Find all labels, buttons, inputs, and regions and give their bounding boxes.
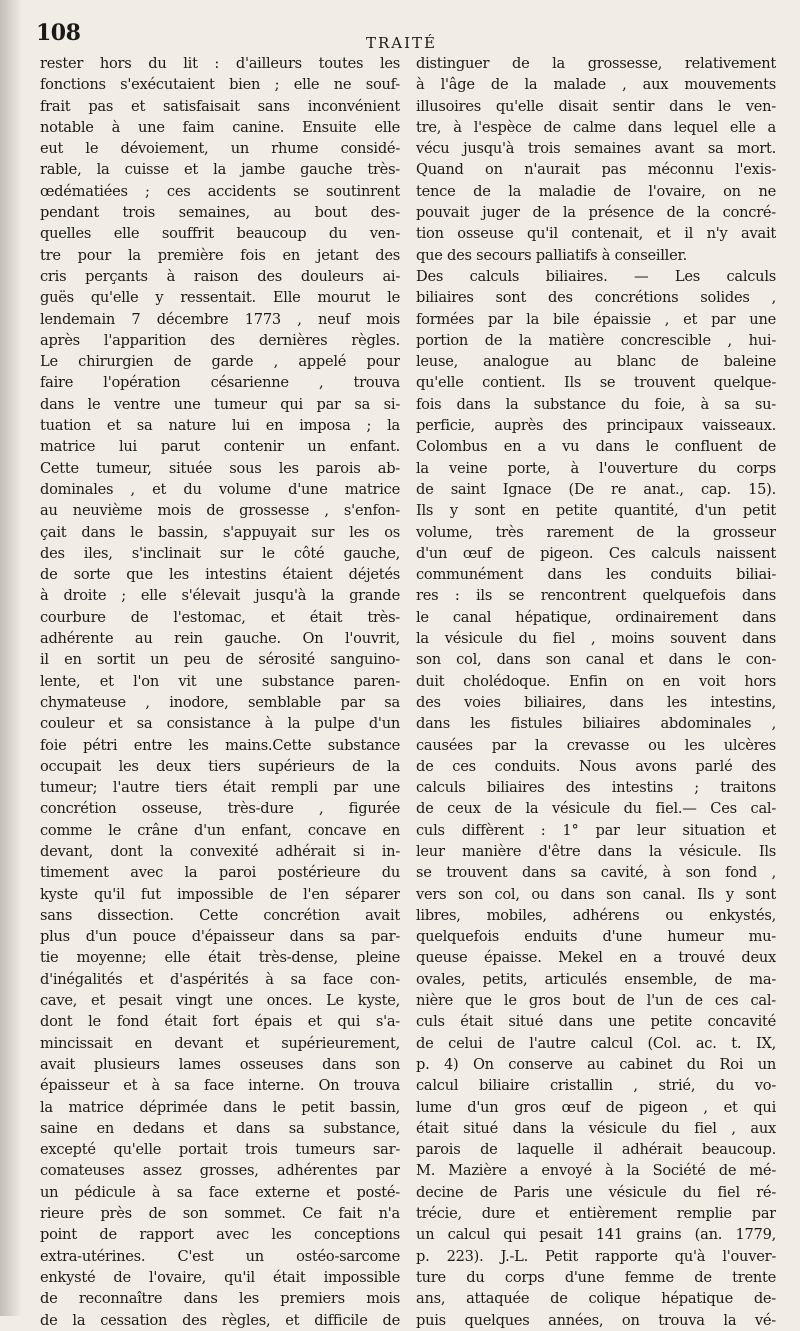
text-line: vers son col, ou dans son canal. Ils y sont [416,885,776,903]
text-line: parois de laquelle il adhérait beaucoup. [416,1141,776,1159]
text-line: était situé dans la vésicule du fiel , aux [416,1119,776,1137]
text-line: courbure de l'estomac, et était très- [40,608,400,626]
text-line: chymateuse , inodore, semblable par sa [40,693,400,711]
text-line: faire l'opération césarienne , trouva [40,374,400,392]
text-line: libres, mobiles, adhérens ou enkystés, [416,906,776,924]
running-head: TRAITÉ [366,34,438,52]
page-number: 108 [36,20,81,46]
text-line: tie moyenne; elle était très-dense, pleine [40,949,400,967]
text-line: volume, très rarement de la grosseur [416,523,776,541]
text-line: guës qu'elle y ressentait. Elle mourut le [40,289,400,307]
text-line: comateuses assez grosses, adhérentes par [40,1162,400,1180]
binding-shadow [0,0,22,1316]
text-line: dominales , et du volume d'une matrice [40,480,400,498]
text-line: dans les fistules biliaires abdominales , [416,715,776,733]
text-line: illusoires qu'elle disait sentir dans le ven- [416,97,776,115]
text-line: eut le dévoiement, un rhume considé- [40,140,400,158]
text-line: puis quelques années, on trouva la vé- [416,1311,776,1329]
text-line: comme le crâne d'un enfant, concave en [40,821,400,839]
text-line: extra-utérines. C'est un ostéo-sarcome [40,1247,400,1265]
text-line: culs était situé dans une petite concavité [416,1013,776,1031]
text-line: à droite ; elle s'élevait jusqu'à la grande [40,587,400,605]
text-line: trécie, dure et entièrement remplie par [416,1205,776,1223]
text-line: fois dans la substance du foie, à sa su- [416,395,776,413]
text-line: tre, à l'espèce de calme dans lequel elle a [416,118,776,136]
text-line: Ils y sont en petite quantité, d'un petit [416,502,776,520]
text-line: frait pas et satisfaisait sans inconvénient [40,97,400,115]
text-line: leur manière d'être dans la vésicule. Ils [416,842,776,860]
text-line: plus d'un pouce d'épaisseur dans sa par- [40,928,400,946]
text-line: son col, dans son canal et dans le con- [416,651,776,669]
text-line: œdématiées ; ces accidents se soutinrent [40,182,400,200]
text-line: çait dans le bassin, s'appuyait sur les os [40,523,400,541]
text-line: épaisseur et à sa face interne. On trouva [40,1077,400,1095]
text-line: quelles elle souffrit beaucoup du ven- [40,225,400,243]
text-line: de ceux de la vésicule du fiel.— Ces cal- [416,800,776,818]
text-line: kyste qu'il fut impossible de l'en séparer [40,885,400,903]
text-line: p. 223). J.-L. Petit rapporte qu'à l'ouver- [416,1247,776,1265]
text-line: Le chirurgien de garde , appelé pour [40,353,400,371]
text-line: res : ils se rencontrent quelquefois dans [416,587,776,605]
text-line: perficie, auprès des principaux vaisseaux. [416,417,776,435]
text-line: pendant trois semaines, au bout des- [40,204,400,222]
text-line: Colombus en a vu dans le confluent de [416,438,776,456]
text-line: matrice lui parut contenir un enfant. [40,438,400,456]
text-line: formées par la bile épaissie , et par une [416,310,776,328]
text-line: la vésicule du fiel , moins souvent dans [416,630,776,648]
text-line: se trouvent dans sa cavité, à son fond , [416,864,776,882]
text-line: duit cholédoque. Enfin on en voit hors [416,672,776,690]
text-line: un pédicule à sa face externe et posté- [40,1183,400,1201]
text-line: nière que le gros bout de l'un de ces cal- [416,992,776,1010]
text-line: d'un œuf de pigeon. Ces calculs naissent [416,544,776,562]
text-line: rester hors du lit : d'ailleurs toutes les [40,55,400,72]
text-line: ovales, petits, articulés ensemble, de ma- [416,970,776,988]
text-line: ture du corps d'une femme de trente [416,1268,776,1286]
text-line: occupait les deux tiers supérieurs de la [40,757,400,775]
text-line: de sorte que les intestins étaient déjetés [40,566,400,584]
text-line: vécu jusqu'à trois semaines avant sa mort. [416,140,776,158]
text-line: enkysté de l'ovaire, qu'il était impossible [40,1268,400,1286]
text-line: de ces conduits. Nous avons parlé des [416,757,776,775]
text-line: rable, la cuisse et la jambe gauche très- [40,161,400,179]
text-line: Quand on n'aurait pas méconnu l'exis- [416,161,776,179]
text-line: p. 4) On conserve au cabinet du Roi un [416,1055,776,1073]
text-line: couleur et sa consistance à la pulpe d'un [40,715,400,733]
text-line: d'inégalités et d'aspérités à sa face con- [40,970,400,988]
text-line: culs diffèrent : 1° par leur situation et [416,821,776,839]
text-line: point de rapport avec les conceptions [40,1226,400,1244]
text-line: timement avec la paroi postérieure du [40,864,400,882]
text-line: mincissait en devant et supérieurement, [40,1034,400,1052]
text-line: saine en dedans et dans sa substance, [40,1119,400,1137]
text-line: tion osseuse qu'il contenait, et il n'y avait [416,225,776,243]
text-line: lente, et l'on vit une substance paren- [40,672,400,690]
text-line: tumeur; l'autre tiers était rempli par une [40,779,400,797]
text-line: cris perçants à raison des douleurs ai- [40,267,400,285]
text-line: biliaires sont des concrétions solides , [416,289,776,307]
text-line: avait plusieurs lames osseuses dans son [40,1055,400,1073]
text-line: distinguer de la grossesse, relativement [416,55,776,72]
text-line: que des secours palliatifs à conseiller. [416,246,687,264]
text-line: fonctions s'exécutaient bien ; elle ne souf- [40,76,400,94]
text-line: dont le fond était fort épais et qui s'a- [40,1013,400,1031]
text-line: de celui de l'autre calcul (Col. ac. t. IX, [416,1034,776,1052]
text-line: qu'elle contient. Ils se trouvent quelque- [416,374,776,392]
text-line: queuse épaisse. Mekel en a trouvé deux [416,949,776,967]
text-line: ans, attaquée de colique hépatique de- [416,1290,776,1308]
text-line: foie pétri entre les mains.Cette substance [40,736,400,754]
text-line: il en sortit un peu de sérosité sanguino- [40,651,400,669]
text-line: Cette tumeur, située sous les parois ab- [40,459,400,477]
text-line: la veine porte, à l'ouverture du corps [416,459,776,477]
page-header [0,10,800,54]
text-line: de saint Ignace (De re anat., cap. 15). [416,480,776,498]
text-line: tuation et sa nature lui en imposa ; la [40,417,400,435]
text-line: concrétion osseuse, très-dure , figurée [40,800,400,818]
text-line: leuse, analogue au blanc de baleine [416,353,776,371]
text-line: à l'âge de la malade , aux mouvements [416,76,776,94]
left-text-column [40,53,400,1331]
text-line: de la cessation des règles, et difficile de [40,1311,400,1329]
text-line: tence de la maladie de l'ovaire, on ne [416,182,776,200]
text-line: sans dissection. Cette concrétion avait [40,906,400,924]
text-line: communément dans les conduits biliai- [416,566,776,584]
text-line: quelquefois enduits d'une humeur mu- [416,928,776,946]
text-line: rieure près de son sommet. Ce fait n'a [40,1205,400,1223]
text-line: le canal hépatique, ordinairement dans [416,608,776,626]
text-line: un calcul qui pesait 141 grains (an. 1779, [416,1226,776,1244]
right-text-column [416,53,776,1331]
text-line: de reconnaître dans les premiers mois [40,1290,400,1308]
text-line: adhérente au rein gauche. On l'ouvrit, [40,630,400,648]
text-line: devant, dont la convexité adhérait si in- [40,842,400,860]
text-line: tre pour la première fois en jetant des [40,246,400,264]
text-line: calculs biliaires des intestins ; traitons [416,779,776,797]
text-line: notable à une faim canine. Ensuite elle [40,118,400,136]
text-line: des iles, s'inclinait sur le côté gauche, [40,544,400,562]
text-line: calcul biliaire cristallin , strié, du vo- [416,1077,776,1095]
text-line: dans le ventre une tumeur qui par sa si- [40,395,400,413]
text-line: lume d'un gros œuf de pigeon , et qui [416,1098,776,1116]
text-line: M. Mazière a envoyé à la Société de mé- [416,1162,776,1180]
text-line: causées par la crevasse ou les ulcères [416,736,776,754]
text-line: des voies biliaires, dans les intestins, [416,693,776,711]
text-line: lendemain 7 décembre 1773 , neuf mois [40,310,400,328]
text-line: après l'apparition des dernières règles. [40,331,400,349]
text-line: excepté qu'elle portait trois tumeurs sar- [40,1141,400,1159]
text-line: cave, et pesait vingt une onces. Le kyste, [40,992,400,1010]
text-line: decine de Paris une vésicule du fiel ré- [416,1183,776,1201]
text-line: Des calculs biliaires. — Les calculs [416,267,776,285]
text-line: portion de la matière concrescible , hui- [416,331,776,349]
text-line: la matrice déprimée dans le petit bassin, [40,1098,400,1116]
text-line: au neuvième mois de grossesse , s'enfon- [40,502,400,520]
text-line: pouvait juger de la présence de la concré- [416,204,776,222]
